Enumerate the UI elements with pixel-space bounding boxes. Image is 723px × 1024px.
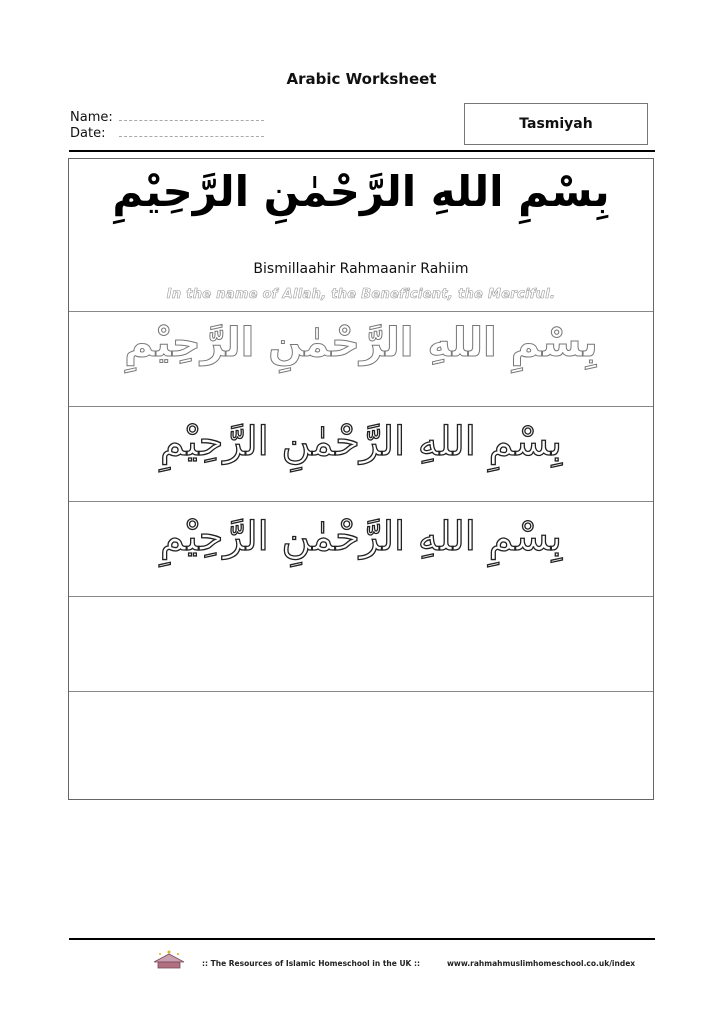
- trace-dotted-row-2[interactable]: [69, 501, 653, 597]
- name-line[interactable]: [119, 110, 264, 121]
- arabic-model-text: بِسْمِ اللهِ الرَّحْمٰنِ الرَّحِيْمِ: [112, 167, 610, 216]
- date-label: Date:: [70, 126, 106, 141]
- homeschool-logo-icon: [152, 950, 186, 970]
- footer-tagline: :: The Resources of Islamic Homeschool in the UK ::: [202, 959, 420, 968]
- trace-dotted-row-1[interactable]: [69, 406, 653, 502]
- worksheet-title: Arabic Worksheet: [286, 70, 437, 88]
- footer-divider: [69, 938, 655, 940]
- arabic-outline-text: بِسْمِ اللهِ الرَّحْمٰنِ الرَّحِيْمِ: [124, 320, 598, 366]
- blank-writing-row-1[interactable]: [69, 596, 653, 692]
- date-field[interactable]: [70, 126, 264, 141]
- name-label: Name:: [70, 110, 113, 125]
- name-field[interactable]: [70, 110, 264, 125]
- topic-box: [464, 103, 648, 145]
- blank-writing-row-2[interactable]: [69, 691, 653, 800]
- date-line[interactable]: [119, 126, 264, 137]
- arabic-dotted-text-1: بِسْمِ اللهِ الرَّحْمٰنِ الرَّحِيْمِ: [159, 419, 563, 465]
- worksheet-body: [68, 158, 654, 800]
- footer-url[interactable]: www.rahmahmuslimhomeschool.co.uk/index: [447, 959, 636, 968]
- header-divider: [69, 150, 655, 152]
- trace-outline-row[interactable]: [69, 311, 653, 407]
- topic-label: Tasmiyah: [519, 116, 593, 132]
- meaning-text: In the name of Allah, the Beneficient, the Merciful.: [166, 287, 556, 302]
- transliteration: Bismillaahir Rahmaanir Rahiim: [253, 261, 469, 277]
- model-row: [69, 159, 653, 311]
- arabic-dotted-text-2: بِسْمِ اللهِ الرَّحْمٰنِ الرَّحِيْمِ: [159, 514, 563, 560]
